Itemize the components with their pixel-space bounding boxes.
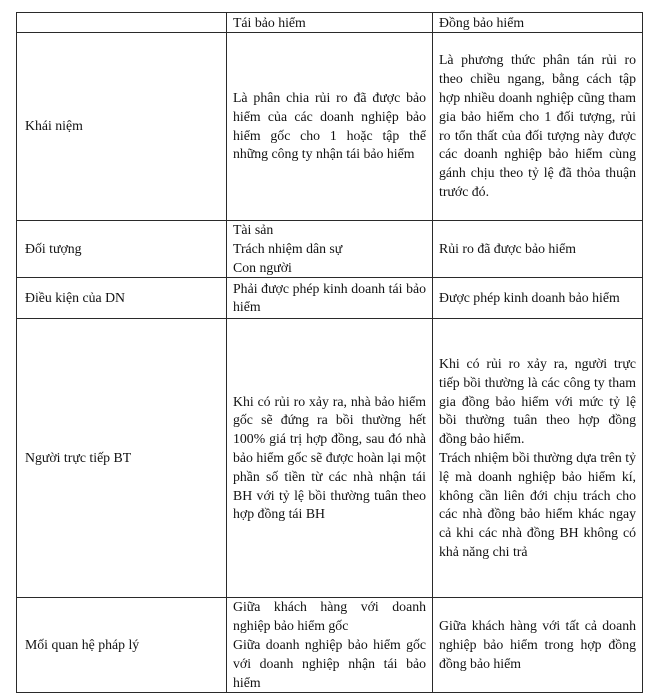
cell-paragraph: Được phép kinh doanh bảo hiểm [439, 289, 620, 305]
reinsurance-cell [227, 319, 433, 598]
coinsurance-cell [433, 598, 643, 693]
cell-paragraph: Khi có rủi ro xảy ra, người trực tiếp bồi thường là các công ty tham gia đồng bảo hiểm với mức tỷ lệ bồi thường tuân theo hợp đồng đồng bảo hiểm. [439, 356, 636, 447]
comparison-table [16, 12, 643, 693]
reinsurance-cell [227, 598, 433, 693]
table-row [17, 278, 643, 319]
coinsurance-cell [433, 278, 643, 319]
cell-line: Rủi ro đã được bảo hiểm [439, 240, 576, 256]
table-row [17, 598, 643, 693]
cell-line: Tài sản [233, 222, 274, 237]
cell-line: Trách nhiệm dân sự [233, 240, 343, 256]
cell-line: Con người [233, 259, 292, 275]
cell-paragraph: Khi có rủi ro xảy ra, nhà bảo hiểm gốc sẽ đứng ra bồi thường hết 100% giá trị hợp đồng, sau đó nhà bảo hiểm gốc sẽ được hoàn lại một phần số tiền từ các nhà nhận tái BH với tỷ lệ bồi thường tuân theo hợp đồng tái BH [233, 393, 426, 522]
cell-paragraph: Giữa khách hàng với tất cả doanh nghiệp bảo hiểm trong hợp đồng đồng bảo hiểm [439, 618, 636, 671]
cell-paragraph: Giữa doanh nghiệp bảo hiểm gốc với doanh nghiệp nhận tái bảo hiểm [233, 636, 426, 690]
header-reinsurance: Tái bảo hiểm [227, 13, 433, 33]
cell-paragraph: Phải được phép kinh doanh tái bảo hiểm [233, 280, 426, 315]
row-label: Khái niệm [17, 33, 227, 221]
header-coinsurance: Đồng bảo hiểm [433, 13, 643, 33]
table-row [17, 33, 643, 221]
reinsurance-cell [227, 221, 433, 278]
header-cell-empty [17, 13, 227, 33]
cell-paragraph: Là phân chia rủi ro đã được bảo hiểm của các doanh nghiệp bảo hiểm gốc cho 1 hoặc tập thể những công ty nhận tái bảo hiểm [233, 89, 426, 162]
row-label: Đối tượng [17, 221, 227, 278]
row-label: Người trực tiếp BT [17, 319, 227, 598]
cell-paragraph: Trách nhiệm bồi thường dựa trên tỷ lệ mà doanh nghiệp bảo hiểm kí, không cần liên đới chịu trách cho các nhà đồng bảo hiểm khác ngay cả khi các nhà đồng BH không có khả năng chi trả [439, 449, 636, 559]
reinsurance-cell [227, 33, 433, 221]
coinsurance-cell [433, 221, 643, 278]
coinsurance-cell [433, 319, 643, 598]
row-label: Mối quan hệ pháp lý [17, 598, 227, 693]
coinsurance-cell [433, 33, 643, 221]
table-row [17, 221, 643, 278]
table-row [17, 319, 643, 598]
cell-paragraph: Giữa khách hàng với doanh nghiệp bảo hiểm gốc [233, 599, 426, 634]
header-row [17, 13, 643, 33]
cell-paragraph: Là phương thức phân tán rủi ro theo chiều ngang, bằng cách tập hợp nhiều doanh nghiệp cũng tham gia bảo hiểm cho 1 đối tượng, rủi ro tổn thất của đối tượng này được các doanh nghiệp bảo hiểm cùng gánh chịu theo tỷ lệ đã thỏa thuận trước đó. [439, 52, 636, 199]
reinsurance-cell [227, 278, 433, 319]
row-label: Điều kiện của DN [17, 278, 227, 319]
